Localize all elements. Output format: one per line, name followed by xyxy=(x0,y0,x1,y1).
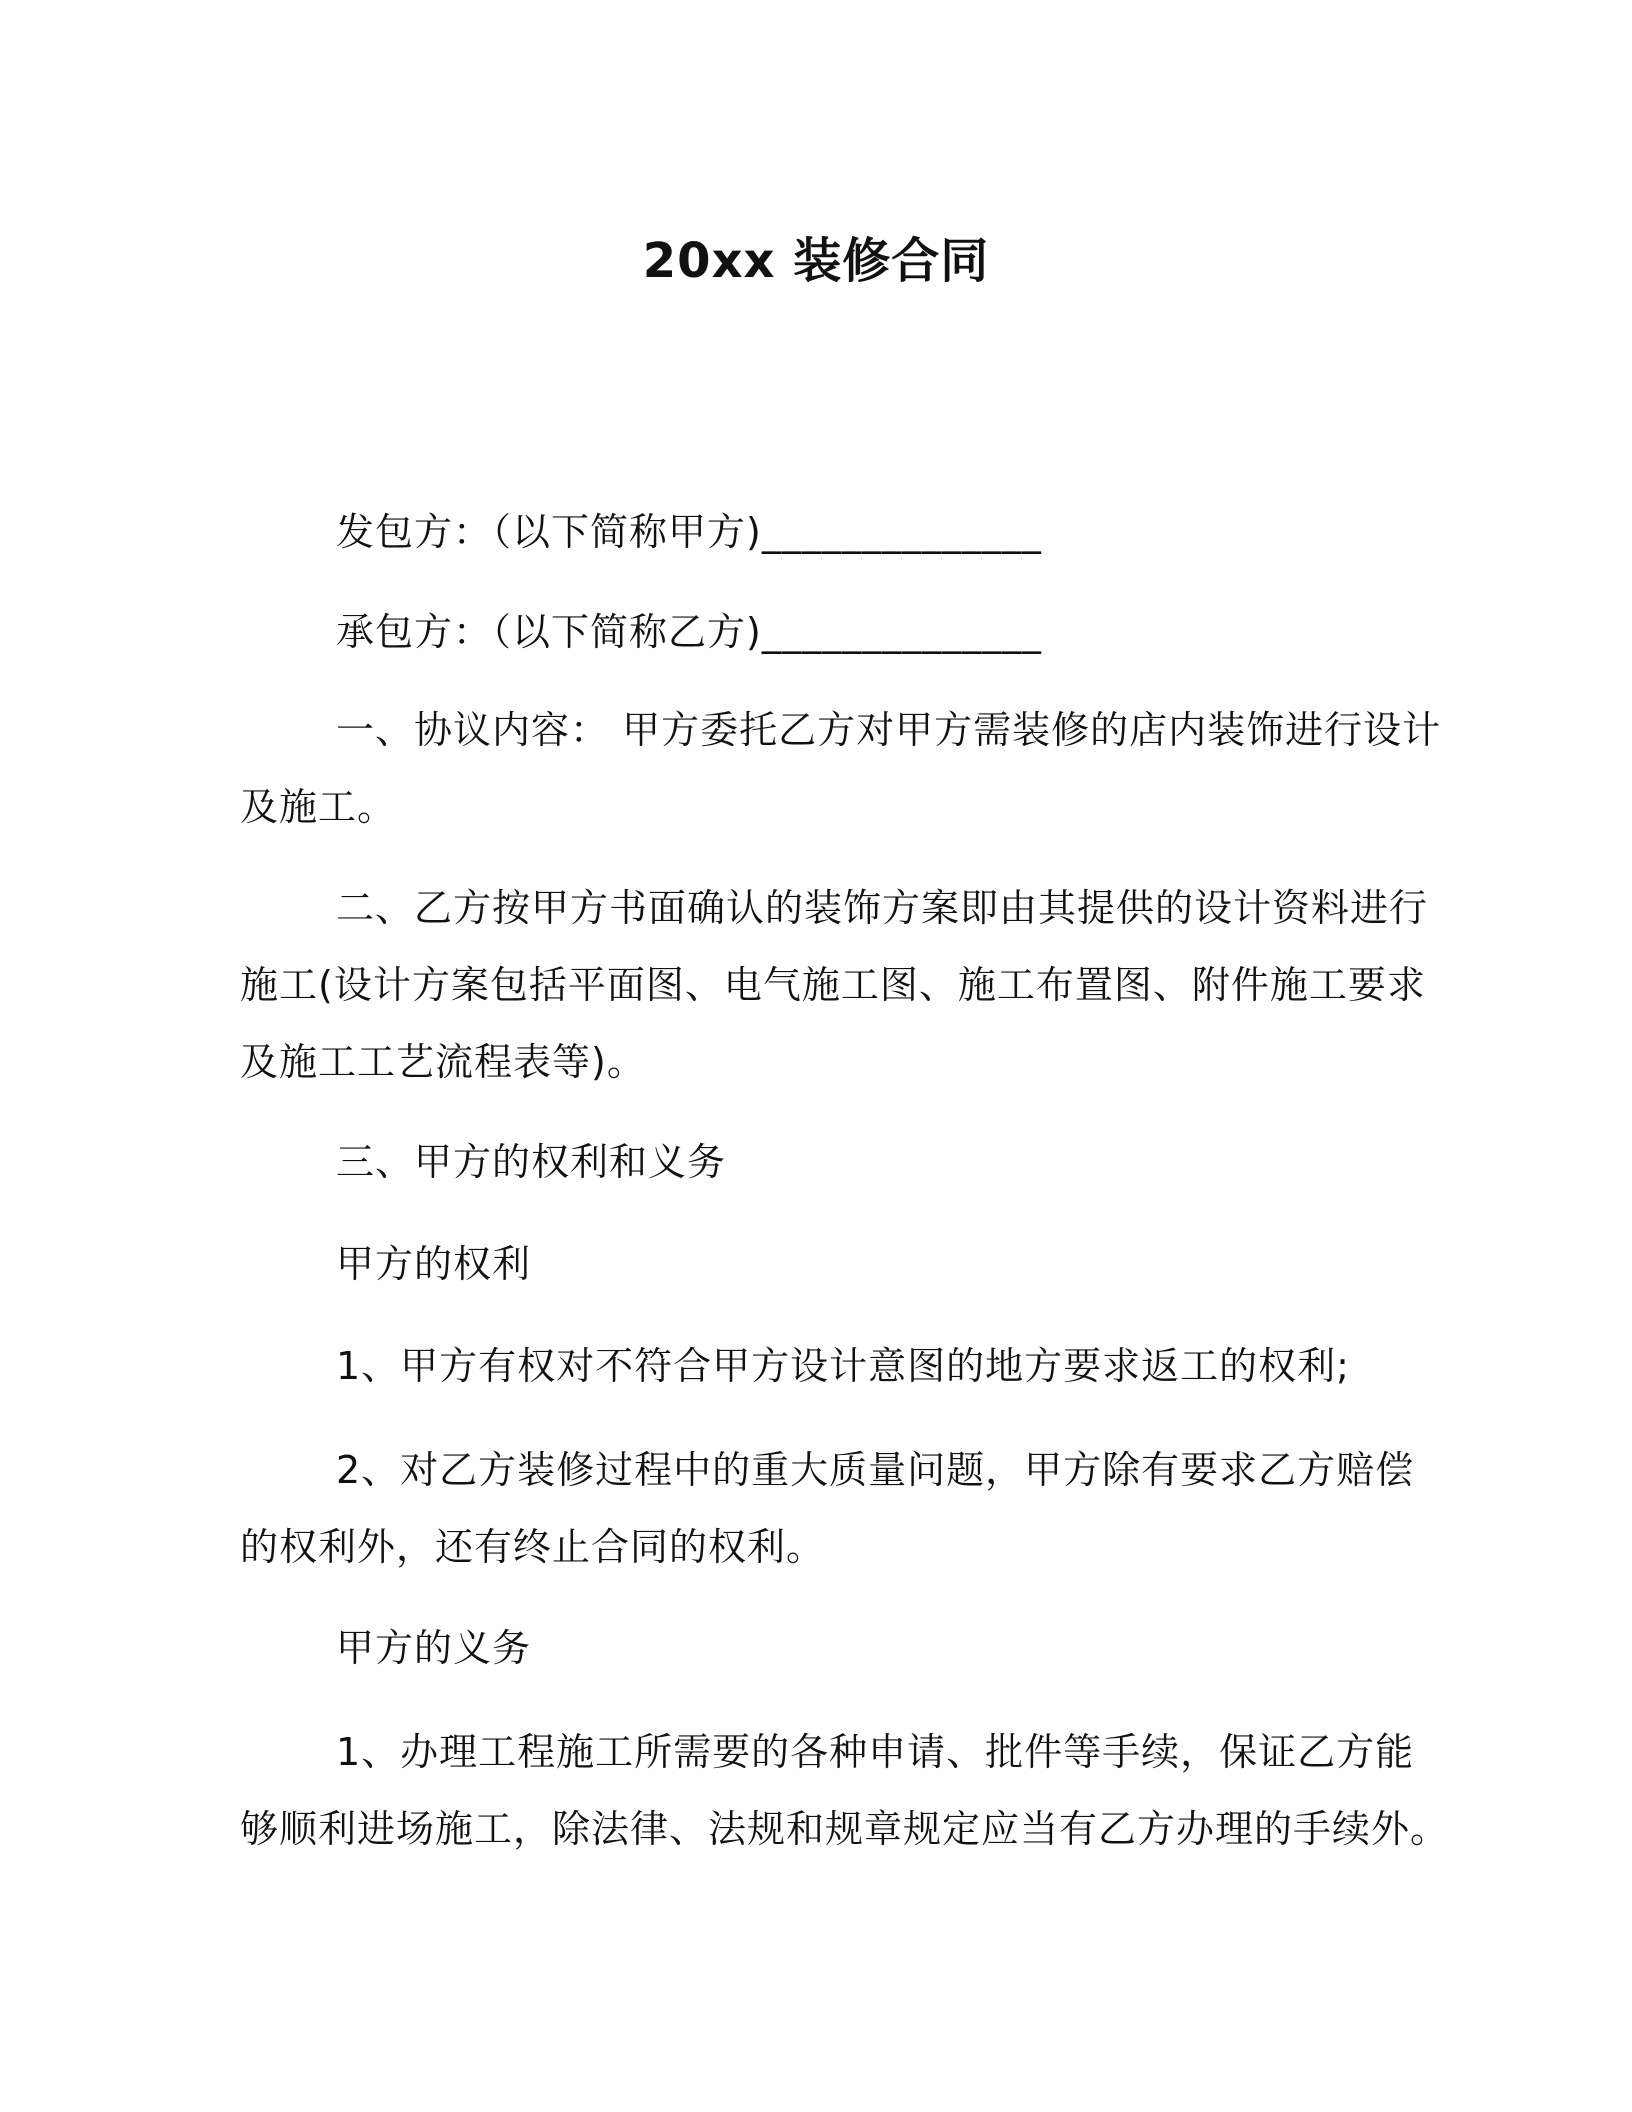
section-1-line-1: 一、协议内容： 甲方委托乙方对甲方需装修的店内装饰进行设计 xyxy=(336,708,1442,752)
duty-1-line-1: 1、办理工程施工所需要的各种申请、批件等手续，保证乙方能 xyxy=(336,1730,1415,1774)
party-b-text: 承包方：（以下简称乙方)______________ xyxy=(336,610,1042,654)
party-a-line xyxy=(240,494,1385,571)
section-3-heading xyxy=(240,1124,1385,1201)
duties-heading-text: 甲方的义务 xyxy=(336,1626,532,1670)
document-title: 20xx 装修合同 xyxy=(642,233,990,289)
section-2-line-2: 施工(设计方案包括平面图、电气施工图、施工布置图、附件施工要求 xyxy=(240,963,1426,1007)
section-3-heading-text: 三、甲方的权利和义务 xyxy=(336,1140,727,1184)
section-2-line-1: 二、乙方按甲方书面确认的装饰方案即由其提供的设计资料进行 xyxy=(336,886,1429,930)
section-2-line-3: 及施工工艺流程表等)。 xyxy=(240,1040,646,1084)
right-2-line-2: 的权利外，还有终止合同的权利。 xyxy=(240,1525,826,1569)
party-a-text: 发包方：（以下简称甲方)______________ xyxy=(336,510,1042,554)
rights-heading xyxy=(240,1226,1385,1303)
duty-1-paragraph xyxy=(240,1714,1450,1868)
rights-heading-text: 甲方的权利 xyxy=(336,1242,532,1286)
section-2-paragraph xyxy=(240,870,1429,1101)
right-2-paragraph xyxy=(240,1432,1415,1586)
duty-1-line-2: 够顺利进场施工，除法律、法规和规章规定应当有乙方办理的手续外。 xyxy=(240,1807,1450,1851)
right-1-paragraph xyxy=(240,1328,1385,1405)
duties-heading xyxy=(240,1610,1385,1687)
section-1-line-2: 及施工。 xyxy=(240,785,397,829)
right-2-line-1: 2、对乙方装修过程中的重大质量问题，甲方除有要求乙方赔偿 xyxy=(336,1448,1415,1492)
right-1-text: 1、甲方有权对不符合甲方设计意图的地方要求返工的权利; xyxy=(336,1344,1350,1388)
section-1-paragraph xyxy=(240,692,1442,846)
party-b-line xyxy=(240,594,1385,671)
